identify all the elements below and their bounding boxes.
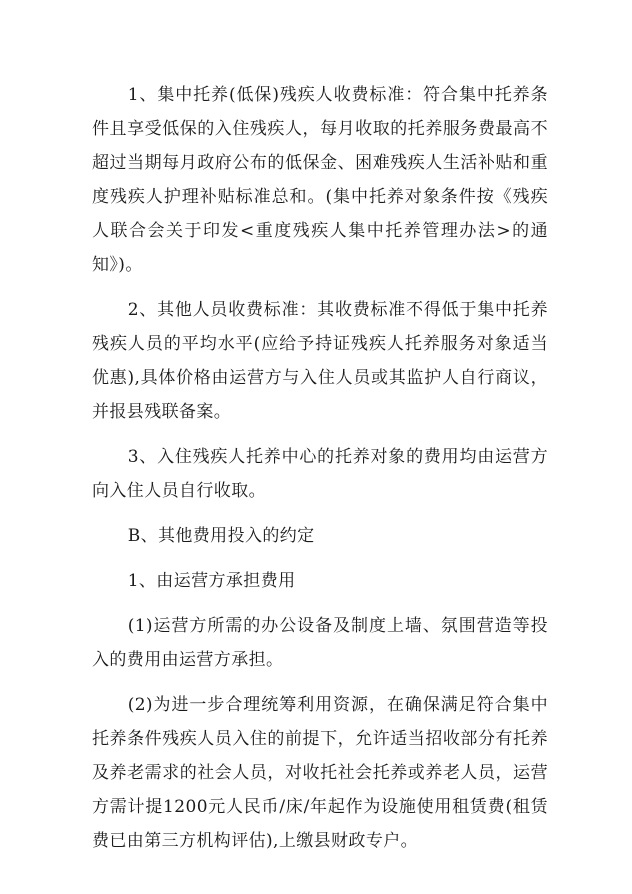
section-heading-other-costs: B、其他费用投入的约定 (127, 526, 315, 546)
paragraph-rental-fee: (2)为进一步合理统筹利用资源，在确保满足符合集中托养条件残疾人员入住的前提下，允许适当招收部分有托养及养老需求的社会人员，对收托社会托养或养老人员，运营方需计提1200元人民币/床/年起作为设施使用租赁费(租赁费已由第三方机构评估),上缴县财政专户。 (92, 695, 548, 851)
paragraph-other-personnel-fee: 2、其他人员收费标准：其收费标准不得低于集中托养残疾人员的平均水平(应给予持证残疾人托养服务对象适当优惠),具体价格由运营方与入住人员或其监护人自行商议，并报县残联备案。 (92, 300, 548, 422)
paragraph-office-equipment: (1)运营方所需的办公设备及制度上墙、氛围营造等投入的费用由运营方承担。 (92, 616, 548, 670)
paragraph-fee-collection: 3、入住残疾人托养中心的托养对象的费用均由运营方向入住人员自行收取。 (92, 447, 548, 501)
document-body (92, 78, 548, 869)
subheading-operator-costs: 1、由运营方承担费用 (127, 571, 296, 591)
paragraph-disabled-low-income-fee: 1、集中托养(低保)残疾人收费标准：符合集中托养条件且享受低保的入住残疾人，每月收取的托养服务费最高不超过当期每月政府公布的低保金、困难残疾人生活补贴和重度残疾人护理补贴标准总和。(集中托养对象条件按《残疾人联合会关于印发<重度残疾人集中托养管理办法>的通知》)。 (92, 85, 548, 275)
